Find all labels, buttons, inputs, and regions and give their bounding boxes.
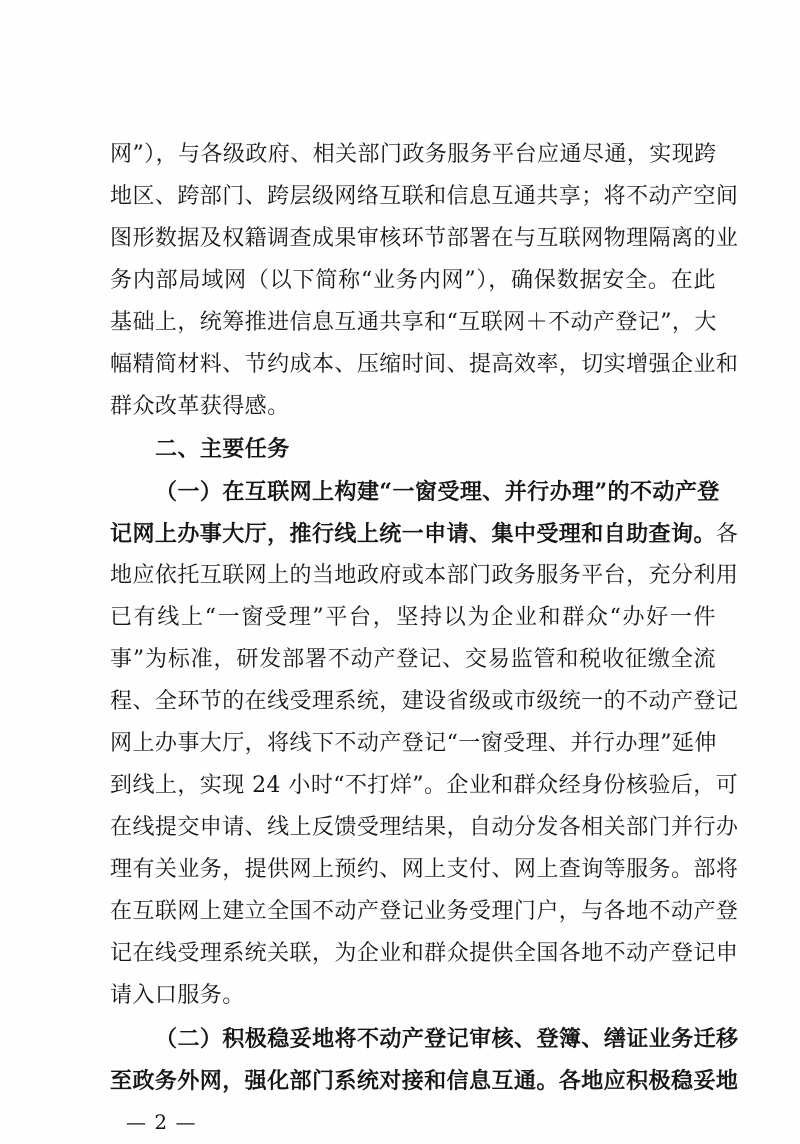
body-text-line: 理有关业务，提供网上预约、网上支付、网上查询等服务。部将 [110,857,739,882]
section-heading: 二、主要任务 [155,437,290,462]
body-text-line: 网”），与各级政府、相关部门政务服务平台应通尽通，实现跨 [110,142,717,167]
page-number: — 2 — [126,1110,197,1134]
subsection-heading-text: 至政务外网，强化部门系统对接和信息互通。各地应积极稳妥地 [110,1068,739,1094]
body-text-line: 基础上，统筹推进信息互通共享和“互联网＋不动产登记”，大 [110,310,717,335]
body-text-line: 到线上，实现 24 小时“不打烊”。企业和群众经身份核验后，可 [110,773,739,798]
body-text-line: 务内部局域网（以下简称“业务内网”），确保数据安全。在此 [110,268,716,293]
body-text-line: 在线提交申请、线上反馈受理结果，自动分发各相关部门并行办 [110,815,739,840]
body-text-line: 记在线受理系统关联，为企业和群众提供全国各地不动产登记申 [110,941,739,966]
body-text-line: 网上办事大厅，将线下不动产登记“一窗受理、并行办理”延伸 [110,731,717,756]
body-text-line: 程、全环节的在线受理系统，建设省级或市级统一的不动产登记 [110,689,739,714]
body-text-line: 幅精简材料、节约成本、压缩时间、提高效率，切实增强企业和 [110,352,739,377]
mixed-text-line [110,1061,739,1101]
body-text-line: 图形数据及权籍调查成果审核环节部署在与互联网物理隔离的业 [110,226,739,251]
body-text-line: 请入口服务。 [110,983,245,1008]
subsection-heading-line: （二）积极稳妥地将不动产登记审核、登簿、缮证业务迁移 [155,1026,739,1052]
body-text-fragment: 各 [715,522,739,547]
subsection-heading-text: 记网上办事大厅，推行线上统一申请、集中受理和自助查询。 [110,521,716,547]
body-text-line: 已有线上“一窗受理”平台，坚持以为企业和群众“办好一件 [110,605,716,630]
subsection-heading-line [110,514,739,554]
body-text-line: 地应依托互联网上的当地政府或本部门政务服务平台，充分利用 [110,563,739,588]
subsection-heading-line: （一）在互联网上构建“一窗受理、并行办理”的不动产登 [155,479,720,505]
body-text-line: 地区、跨部门、跨层级网络互联和信息互通共享；将不动产空间 [110,184,739,209]
body-text-line: 群众改革获得感。 [110,394,290,419]
body-text-line: 事”为标准，研发部署不动产登记、交易监管和税收征缴全流 [110,647,716,672]
body-text-line: 在互联网上建立全国不动产登记业务受理门户，与各地不动产登 [110,899,739,924]
